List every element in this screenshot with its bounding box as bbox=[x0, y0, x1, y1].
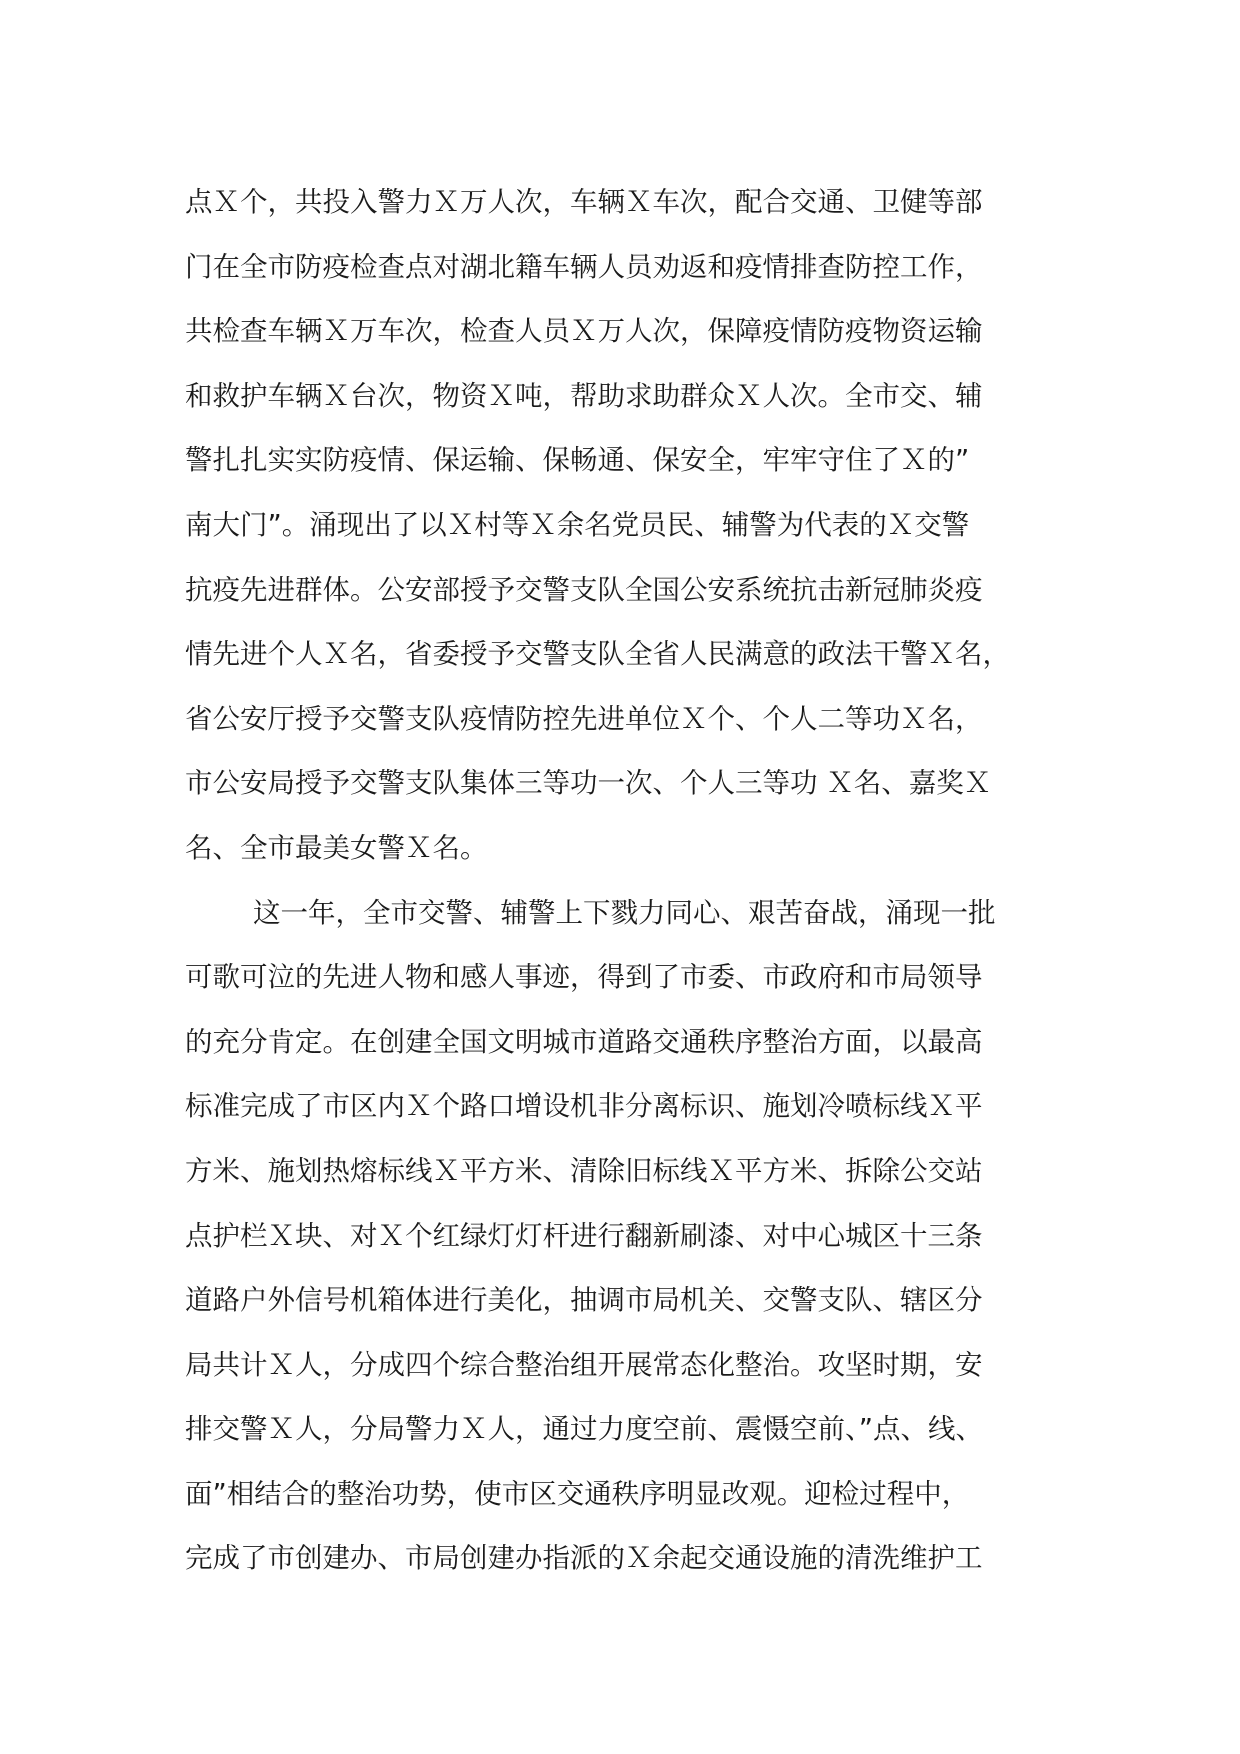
text-line: 排交警Ｘ人，分局警力Ｘ人，通过力度空前、震慑空前、”点、线、 bbox=[185, 1413, 983, 1446]
text-line: 情先进个人Ｘ名，省委授予交警支队全省人民满意的政法干警Ｘ名， bbox=[185, 638, 1010, 671]
text-line: 省公安厅授予交警支队疫情防控先进单位Ｘ个、个人二等功Ｘ名， bbox=[185, 702, 983, 735]
text-line: 市公安局授予交警支队集体三等功一次、个人三等功 Ｘ名、嘉奖Ｘ bbox=[185, 767, 992, 800]
text-line: 标准完成了市区内Ｘ个路口增设机非分离标识、施划冷喷标线Ｘ平 bbox=[185, 1090, 983, 1123]
text-line: 共检查车辆Ｘ万车次，检查人员Ｘ万人次，保障疫情防疫物资运输 bbox=[185, 315, 983, 348]
text-line: 的充分肯定。在创建全国文明城市道路交通秩序整治方面，以最高 bbox=[185, 1025, 983, 1058]
text-line: 点Ｘ个，共投入警力Ｘ万人次，车辆Ｘ车次，配合交通、卫健等部 bbox=[185, 186, 983, 218]
text-line: 南大门”。涌现出了以Ｘ村等Ｘ余名党员民、辅警为代表的Ｘ交警 bbox=[185, 508, 970, 541]
text-line: 面”相结合的整治功势，使市区交通秩序明显改观。迎检过程中， bbox=[185, 1477, 970, 1510]
text-line: 名、全市最美女警Ｘ名。 bbox=[185, 831, 488, 864]
text-line: 完成了市创建办、市局创建办指派的Ｘ余起交通设施的清洗维护工 bbox=[185, 1542, 983, 1575]
text-line: 和救护车辆Ｘ台次，物资Ｘ吨，帮助求助群众Ｘ人次。全市交、辅 bbox=[185, 379, 983, 412]
text-line: 抗疫先进群体。公安部授予交警支队全国公安系统抗击新冠肺炎疫 bbox=[185, 573, 983, 606]
text-line: 方米、施划热熔标线Ｘ平方米、清除旧标线Ｘ平方米、拆除公交站 bbox=[185, 1154, 983, 1187]
text-line: 警扎扎实实防疫情、保运输、保畅通、保安全，牢牢守住了Ｘ的” bbox=[185, 444, 970, 477]
text-line: 点护栏Ｘ块、对Ｘ个红绿灯灯杆进行翻新刷漆、对中心城区十三条 bbox=[185, 1219, 983, 1252]
document-body bbox=[185, 170, 1065, 1591]
text-line: 道路户外信号机箱体进行美化，抽调市局机关、交警支队、辖区分 bbox=[185, 1284, 983, 1317]
paragraph-start-line: 这一年，全市交警、辅警上下戮力同心、艰苦奋战，涌现一批 bbox=[253, 896, 996, 929]
text-line: 可歌可泣的先进人物和感人事迹，得到了市委、市政府和市局领导 bbox=[185, 961, 983, 994]
text-line: 局共计Ｘ人，分成四个综合整治组开展常态化整治。攻坚时期，安 bbox=[185, 1348, 983, 1381]
text-line: 门在全市防疫检查点对湖北籍车辆人员劝返和疫情排查防控工作， bbox=[185, 250, 983, 283]
